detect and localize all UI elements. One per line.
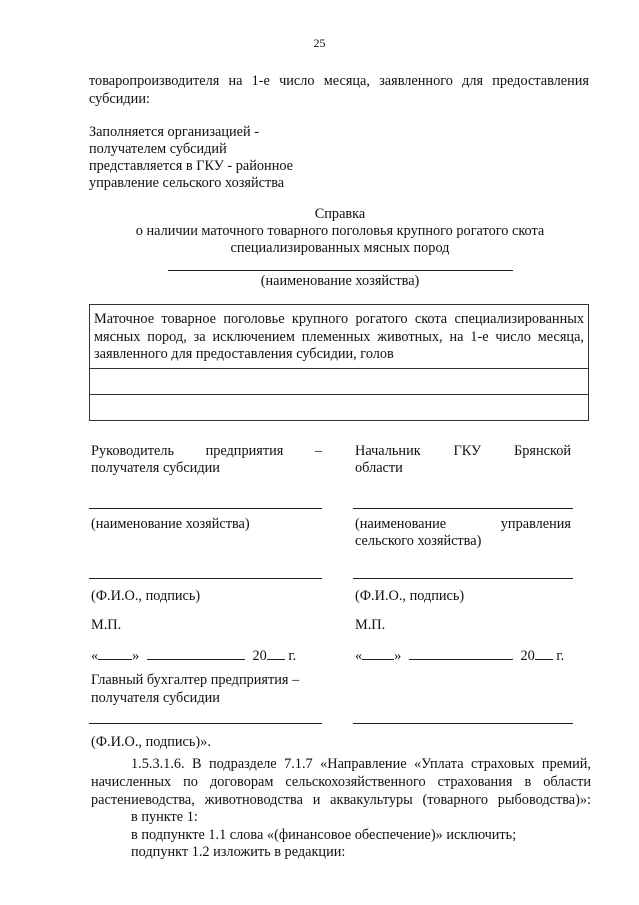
amendment-line-6: подпункт 1.2 изложить в редакции: xyxy=(131,844,346,860)
farm-name-line xyxy=(168,270,513,271)
accountant-signature-line xyxy=(89,723,322,724)
left-signature-line xyxy=(89,578,322,579)
amendment-line-2: начисленных по договорам сельскохозяйственного страхования в области xyxy=(91,774,591,790)
intro-line-2: субсидии: xyxy=(89,91,150,107)
left-farm-caption: (наименование хозяйства) xyxy=(91,516,250,532)
amendment-line-5: в подпункте 1.1 слова «(финансовое обеспечение)» исключить; xyxy=(131,827,517,843)
left-date-open-quote: « xyxy=(91,648,99,664)
left-date-year: 20 xyxy=(252,648,267,664)
amendment-line-3: растениеводства, животноводства и аквакультуры (товарного рыбоводства)»: xyxy=(91,792,591,808)
fill-note-line-1: Заполняется организацией - xyxy=(89,124,259,140)
right-dept-caption-line-2: сельского хозяйства) xyxy=(355,533,482,549)
right-date-suffix: г. xyxy=(556,648,565,664)
right-dept-line xyxy=(353,508,573,509)
left-date-close-quote: » xyxy=(132,648,140,664)
left-farm-line xyxy=(89,508,322,509)
accountant-title-line-1: Главный бухгалтер предприятия – xyxy=(91,672,300,688)
left-stamp-label: М.П. xyxy=(91,617,122,633)
left-date-suffix: г. xyxy=(288,648,297,664)
right-dept-caption-line-1: (наименование управления xyxy=(355,516,571,532)
document-title-line-3: специализированных мясных пород xyxy=(230,240,450,256)
livestock-table xyxy=(89,304,589,421)
fill-note-line-3: представляется в ГКУ - районное xyxy=(89,158,294,174)
head-title-left-line-1: Руководитель предприятия – xyxy=(91,443,322,459)
right-date-month-blank xyxy=(409,645,513,660)
table-header-line-2: мясных пород, за исключением племенных животных, на 1-е число месяца, xyxy=(94,328,584,345)
right-date-year-blank xyxy=(535,645,553,660)
table-row-empty-2 xyxy=(90,394,588,420)
left-date-field xyxy=(91,645,296,666)
document-title: Справка xyxy=(314,206,366,222)
right-stamp-label: М.П. xyxy=(355,617,386,633)
left-date-year-blank xyxy=(267,645,285,660)
left-date-month-blank xyxy=(147,645,245,660)
left-fio-caption: (Ф.И.О., подпись) xyxy=(91,588,201,604)
fill-note-line-2: получателем субсидий xyxy=(89,141,227,157)
farm-name-caption: (наименование хозяйства) xyxy=(260,273,420,289)
fill-note-line-4: управление сельского хозяйства xyxy=(89,175,285,191)
table-header-cell xyxy=(90,305,588,368)
amendment-line-1: 1.5.3.1.6. В подразделе 7.1.7 «Направление «Уплата страховых премий, xyxy=(131,756,591,772)
head-title-left-line-2: получателя субсидии xyxy=(91,460,220,476)
document-title-line-2: о наличии маточного товарного поголовья крупного рогатого скота xyxy=(135,223,545,239)
left-date-day-blank xyxy=(98,645,132,660)
right-extra-line xyxy=(353,723,573,724)
right-date-year: 20 xyxy=(520,648,535,664)
head-title-right-line-2: области xyxy=(355,460,403,476)
accountant-title-line-2: получателя субсидии xyxy=(91,690,220,706)
table-header-line-1: Маточное товарное поголовье крупного рогатого скота специализированных xyxy=(94,311,584,327)
page-number: 25 xyxy=(313,36,326,50)
table-row-empty-1 xyxy=(90,368,588,394)
intro-line-1: товаропроизводителя на 1-е число месяца, заявленного для предоставления xyxy=(89,73,589,89)
table-header-line-3: заявленного для предоставления субсидии, голов xyxy=(94,346,394,362)
right-signature-line xyxy=(353,578,573,579)
accountant-fio-caption: (Ф.И.О., подпись)». xyxy=(91,734,211,750)
right-date-field xyxy=(355,645,564,666)
right-date-close-quote: » xyxy=(394,648,402,664)
right-date-open-quote: « xyxy=(355,648,363,664)
amendment-line-4: в пункте 1: xyxy=(131,809,198,825)
right-fio-caption: (Ф.И.О., подпись) xyxy=(355,588,465,604)
head-title-right-line-1: Начальник ГКУ Брянской xyxy=(355,443,571,459)
right-date-day-blank xyxy=(362,645,394,660)
